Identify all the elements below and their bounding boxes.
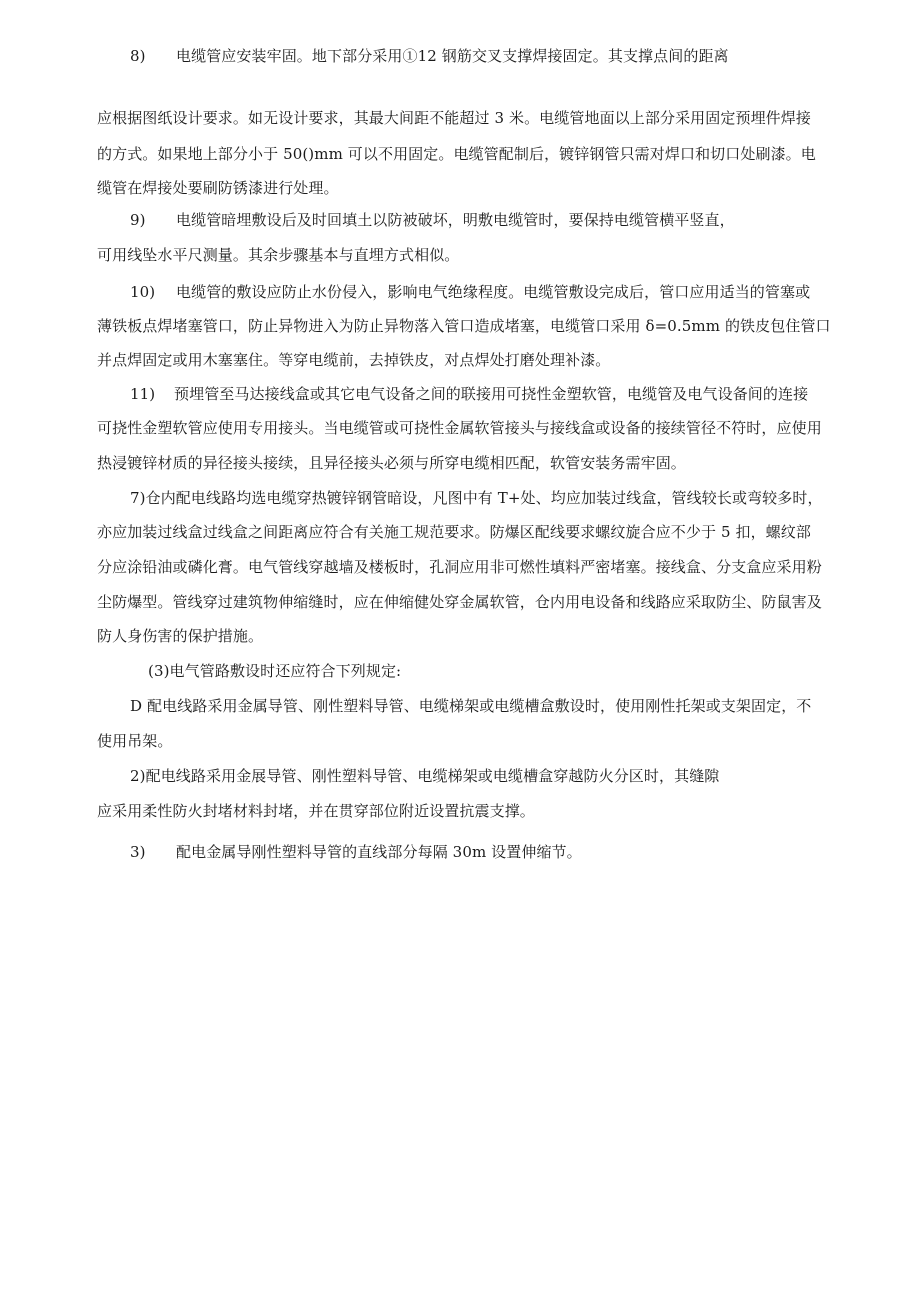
paragraph-8-number: 8) — [130, 47, 146, 65]
paragraph-11-line-3: 热浸镀锌材质的异径接头接续，且异径接头必须与所穿电缆相匹配，软管安装务需牢固。 — [97, 454, 686, 472]
rule-2-line-1: 2)配电线路采用金展导管、刚性塑料导管、电缆梯架或电缆槽盒穿越防火分区时，其缝隙 — [130, 767, 720, 785]
rule-3-line-1 — [130, 842, 582, 862]
rule-2-line-2: 应采用柔性防火封堵材料封堵，并在贯穿部位附近设置抗震支撑。 — [97, 802, 535, 820]
paragraph-10-line-3: 并点焊固定或用木塞塞住。等穿电缆前，去掉铁皮，对点焊处打磨处理补漆。 — [97, 351, 611, 369]
paragraph-9-line-1 — [130, 210, 735, 230]
paragraph-9-line-2: 可用线坠水平尺测量。其余步骤基本与直埋方式相似。 — [97, 246, 460, 264]
paragraph-10-line-2: 薄铁板点焊堵塞管口，防止异物进入为防止异物落入管口造成堵塞，电缆管口采用 δ=0.5mm 的铁皮包住管口 — [97, 317, 831, 335]
paragraph-11-line-1 — [130, 384, 808, 404]
paragraph-10-text-1: 电缆管的敷设应防止水份侵入，影响电气绝缘程度。电缆管敷设完成后，管口应用适当的管塞或 — [176, 283, 811, 301]
rule-3-text-1: 配电金属导刚性塑料导管的直线部分每隔 30m 设置伸缩节。 — [176, 843, 582, 861]
paragraph-9-number: 9) — [130, 211, 146, 229]
paragraph-10-line-1 — [130, 282, 810, 302]
paragraph-11-number: 11) — [130, 385, 156, 403]
paragraph-8-line-3: 的方式。如果地上部分小于 50()mm 可以不用固定。电缆管配制后，镀锌钢管只需对焊口和切口处刷漆。电 — [97, 145, 816, 163]
section-3-heading: (3)电气管路敷设时还应符合下列规定: — [148, 662, 402, 680]
paragraph-11-line-2: 可挠性金塑软管应使用专用接头。当电缆管或可挠性金属软管接头与接线盒或设备的接续管径不符时，应使用 — [97, 419, 822, 437]
paragraph-8-line-4: 缆管在焊接处要刷防锈漆进行处理。 — [97, 179, 339, 197]
paragraph-7-line-4: 尘防爆型。管线穿过建筑物伸缩缝时，应在伸缩健处穿金属软管，仓内用电设备和线路应采取防尘、防鼠害及 — [97, 593, 822, 611]
paragraph-8-text-1: 电缆管应安装牢固。地下部分采用①12 钢筋交叉支撑焊接固定。其支撑点间的距离 — [176, 47, 729, 65]
paragraph-8-line-2: 应根据图纸设计要求。如无设计要求，其最大间距不能超过 3 米。电缆管地面以上部分采用固定预埋件焊接 — [97, 109, 811, 127]
paragraph-9-text-1: 电缆管暗埋敷设后及时回填土以防被破坏，明敷电缆管时，要保持电缆管横平竖直， — [176, 211, 735, 229]
paragraph-7-line-2: 亦应加装过线盒过线盒之间距离应符合有关施工规范要求。防爆区配线要求螺纹旋合应不少于 5 扣，螺纹部 — [97, 523, 811, 541]
rule-3-number: 3) — [130, 843, 146, 861]
paragraph-11-text-1: 预埋管至马达接线盒或其它电气设备之间的联接用可挠性金塑软管，电缆管及电气设备间的连接 — [174, 385, 809, 403]
paragraph-7-line-3: 分应涂铅油或磷化膏。电气管线穿越墙及楼板时，孔洞应用非可燃性填料严密堵塞。接线盒、分支盒应采用粉 — [97, 558, 822, 576]
rule-1-line-2: 使用吊架。 — [97, 732, 173, 750]
paragraph-8-line-1 — [130, 46, 729, 66]
paragraph-7-line-1: 7)仓内配电线路均选电缆穿热镀锌钢管暗设，凡图中有 T+处、均应加装过线盒，管线较长或弯较多时， — [130, 489, 823, 507]
rule-1-line-1: D 配电线路采用金属导管、刚性塑料导管、电缆梯架或电缆槽盒敷设时，使用刚性托架或支架固定，不 — [130, 697, 812, 715]
paragraph-10-number: 10) — [130, 283, 156, 301]
paragraph-7-line-5: 防人身伤害的保护措施。 — [97, 627, 264, 645]
